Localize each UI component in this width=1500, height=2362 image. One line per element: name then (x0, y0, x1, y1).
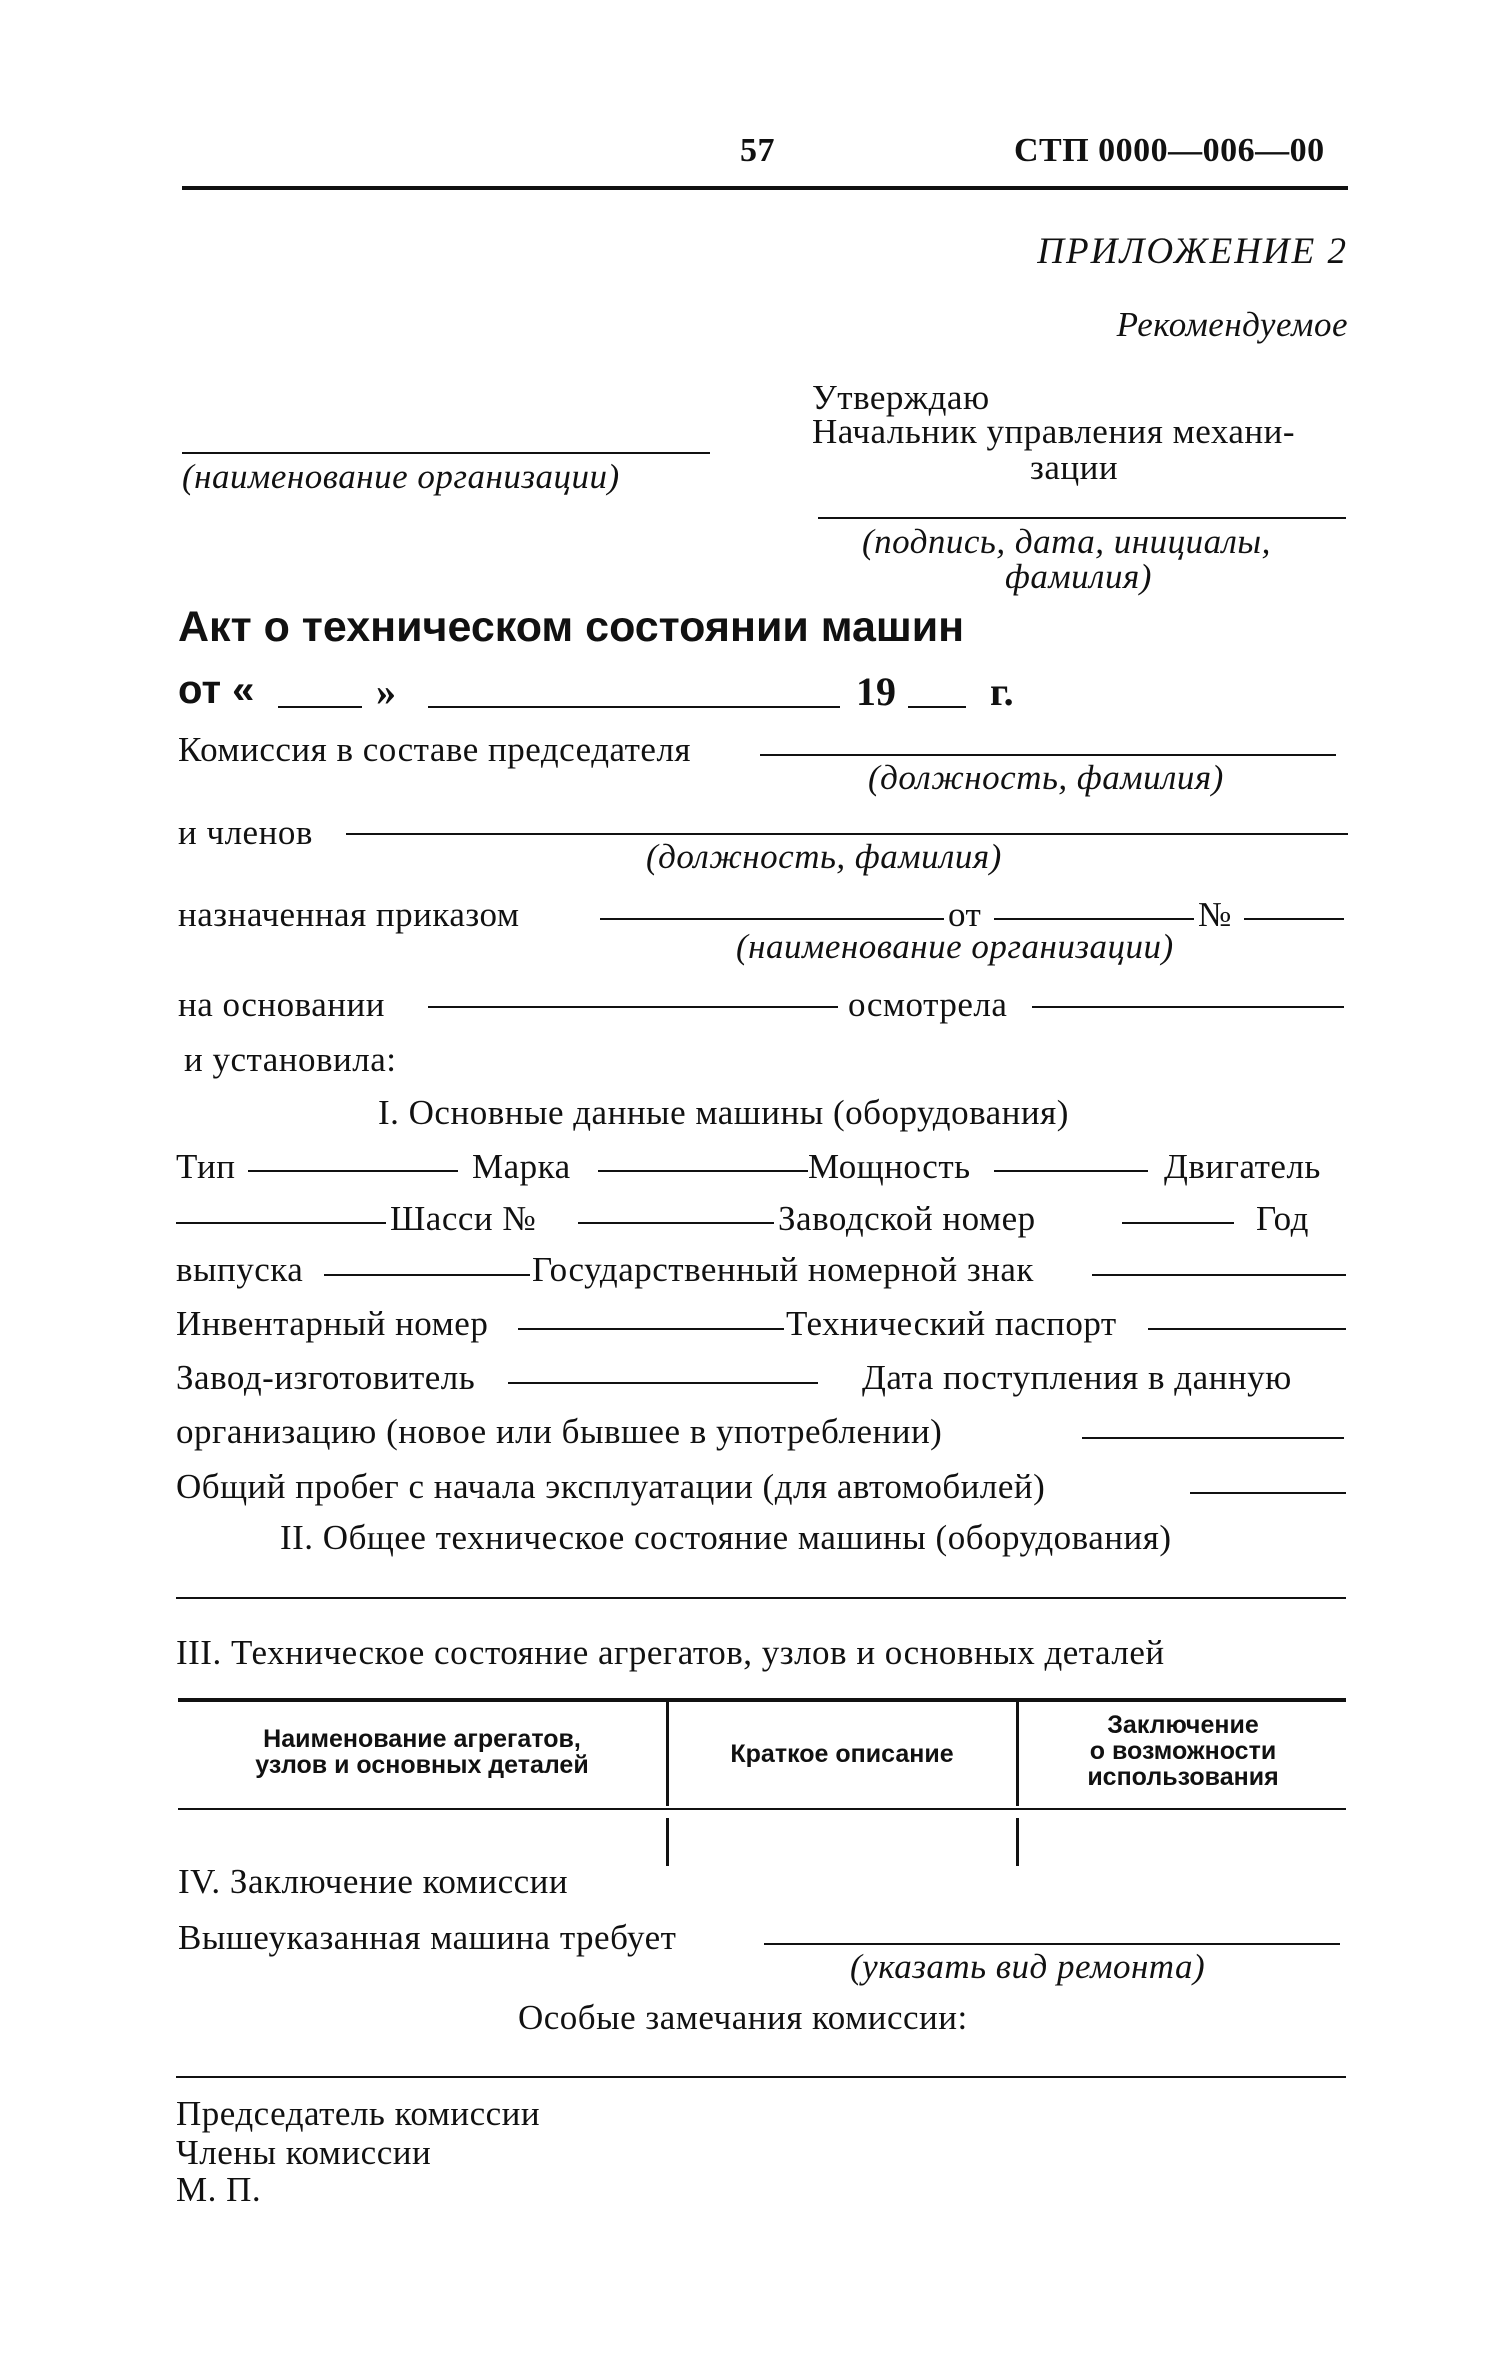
date-year-suffix: г. (990, 669, 1014, 714)
chair-label: Комиссия в составе председателя (178, 730, 692, 769)
section3-title: III. Техническое состояние агрегатов, узлов и основных деталей (176, 1633, 1165, 1672)
date-month-line[interactable] (428, 706, 840, 708)
mileage-label: Общий пробег с начала эксплуатации (для автомобилей) (176, 1467, 1046, 1506)
factory-number-line[interactable] (1122, 1222, 1234, 1224)
order-caption: (наименование организации) (736, 927, 1174, 966)
arrival-date-cont: организацию (новое или бывшее в употреблении) (176, 1412, 943, 1451)
table-top-rule (178, 1698, 1346, 1702)
year-line[interactable] (324, 1274, 530, 1276)
order-number-label: № (1198, 895, 1232, 934)
requires-label: Вышеуказанная машина требует (178, 1918, 677, 1957)
header-conclusion-line1: Заключение (1107, 1711, 1259, 1739)
chassis-line[interactable] (578, 1222, 774, 1224)
order-date-line[interactable] (994, 918, 1194, 920)
inspected-label: осмотрела (848, 985, 1008, 1024)
basis-line[interactable] (428, 1006, 838, 1008)
factory-number-label: Заводской номер (778, 1199, 1036, 1238)
tech-passport-label: Технический паспорт (786, 1304, 1117, 1343)
tech-passport-line[interactable] (1148, 1328, 1346, 1330)
power-line[interactable] (994, 1170, 1148, 1172)
seal-label: М. П. (176, 2170, 262, 2209)
table-body-divider-1 (666, 1818, 669, 1866)
signature-line (818, 517, 1346, 519)
brand-line[interactable] (598, 1170, 808, 1172)
section4-title: IV. Заключение комиссии (178, 1862, 569, 1901)
requires-line[interactable] (764, 1943, 1340, 1945)
remarks-label: Особые замечания комиссии: (518, 1998, 968, 2037)
inspected-line[interactable] (1032, 1006, 1344, 1008)
approve-label: Утверждаю (812, 378, 990, 417)
section2-line[interactable] (176, 1597, 1346, 1599)
appendix-title: ПРИЛОЖЕНИЕ 2 (1037, 231, 1348, 272)
year-label: Год (1256, 1199, 1309, 1238)
order-label: назначенная приказом (178, 895, 520, 934)
act-title: Акт о техническом состоянии машин (178, 603, 965, 651)
table-header-aggregates (180, 1726, 664, 1778)
section2-title: II. Общее техническое состояние машины (оборудования) (280, 1518, 1172, 1557)
header-description-line1: Краткое описание (730, 1740, 954, 1768)
appendix-status: Рекомендуемое (1116, 305, 1348, 344)
chair-line[interactable] (760, 754, 1336, 756)
engine-label: Двигатель (1164, 1147, 1321, 1186)
chair-caption: (должность, фамилия) (868, 758, 1224, 797)
requires-caption: (указать вид ремонта) (850, 1947, 1206, 1986)
members-caption: (должность, фамилия) (646, 837, 1002, 876)
header-rule (182, 186, 1348, 190)
header-conclusion-line2: о возможности (1089, 1737, 1277, 1765)
table-body-divider-2 (1016, 1818, 1019, 1866)
table-header-rule (178, 1808, 1346, 1810)
header-aggregates-line1: Наименование агрегатов, (263, 1725, 581, 1753)
chair-signature: Председатель комиссии (176, 2094, 541, 2133)
type-label: Тип (176, 1147, 236, 1186)
manufacturer-label: Завод-изготовитель (176, 1358, 476, 1397)
document-code: СТП 0000—006—00 (1014, 132, 1325, 169)
table-divider-1 (666, 1700, 669, 1806)
inventory-number-label: Инвентарный номер (176, 1304, 489, 1343)
approver-position: Начальник управления механи- (812, 412, 1296, 451)
manufacturer-line[interactable] (508, 1382, 818, 1384)
page-number: 57 (740, 132, 775, 169)
header-conclusion-line3: использования (1087, 1763, 1279, 1791)
state-plate-line[interactable] (1092, 1274, 1346, 1276)
state-plate-label: Государственный номерной знак (532, 1250, 1034, 1289)
date-close-quote: » (376, 669, 396, 714)
signature-caption: (подпись, дата, инициалы, (862, 522, 1271, 561)
table-header-conclusion (1020, 1712, 1346, 1790)
established-label: и установила: (184, 1040, 397, 1079)
organization-caption: (наименование организации) (182, 457, 620, 496)
power-label: Мощность (808, 1147, 971, 1186)
basis-label: на основании (178, 985, 385, 1024)
year-label-cont: выпуска (176, 1250, 304, 1289)
table-header-description (670, 1741, 1014, 1767)
engine-line[interactable] (176, 1222, 386, 1224)
type-line[interactable] (248, 1170, 458, 1172)
order-number-line[interactable] (1244, 918, 1344, 920)
header-aggregates-line2: узлов и основных деталей (255, 1751, 589, 1779)
organization-line (182, 452, 710, 454)
date-from-label: от « (178, 668, 255, 712)
brand-label: Марка (472, 1147, 571, 1186)
arrival-date-label: Дата поступления в данную (862, 1358, 1292, 1397)
arrival-date-line[interactable] (1082, 1437, 1344, 1439)
members-label: и членов (178, 813, 313, 852)
date-year-prefix: 19 (856, 669, 896, 714)
date-day-line[interactable] (278, 706, 362, 708)
date-year-line[interactable] (908, 706, 966, 708)
inventory-number-line[interactable] (518, 1328, 784, 1330)
members-line[interactable] (346, 833, 1348, 835)
table-divider-2 (1016, 1700, 1019, 1806)
order-from-label: от (948, 895, 982, 934)
approver-position-cont: зации (1030, 448, 1119, 487)
order-org-line[interactable] (600, 918, 944, 920)
section1-title: I. Основные данные машины (оборудования) (378, 1093, 1069, 1132)
members-signature: Члены комиссии (176, 2133, 432, 2172)
signature-caption-cont: фамилия) (1005, 557, 1152, 596)
mileage-line[interactable] (1190, 1492, 1346, 1494)
chassis-label: Шасси № (390, 1199, 537, 1238)
remarks-line[interactable] (176, 2076, 1346, 2078)
